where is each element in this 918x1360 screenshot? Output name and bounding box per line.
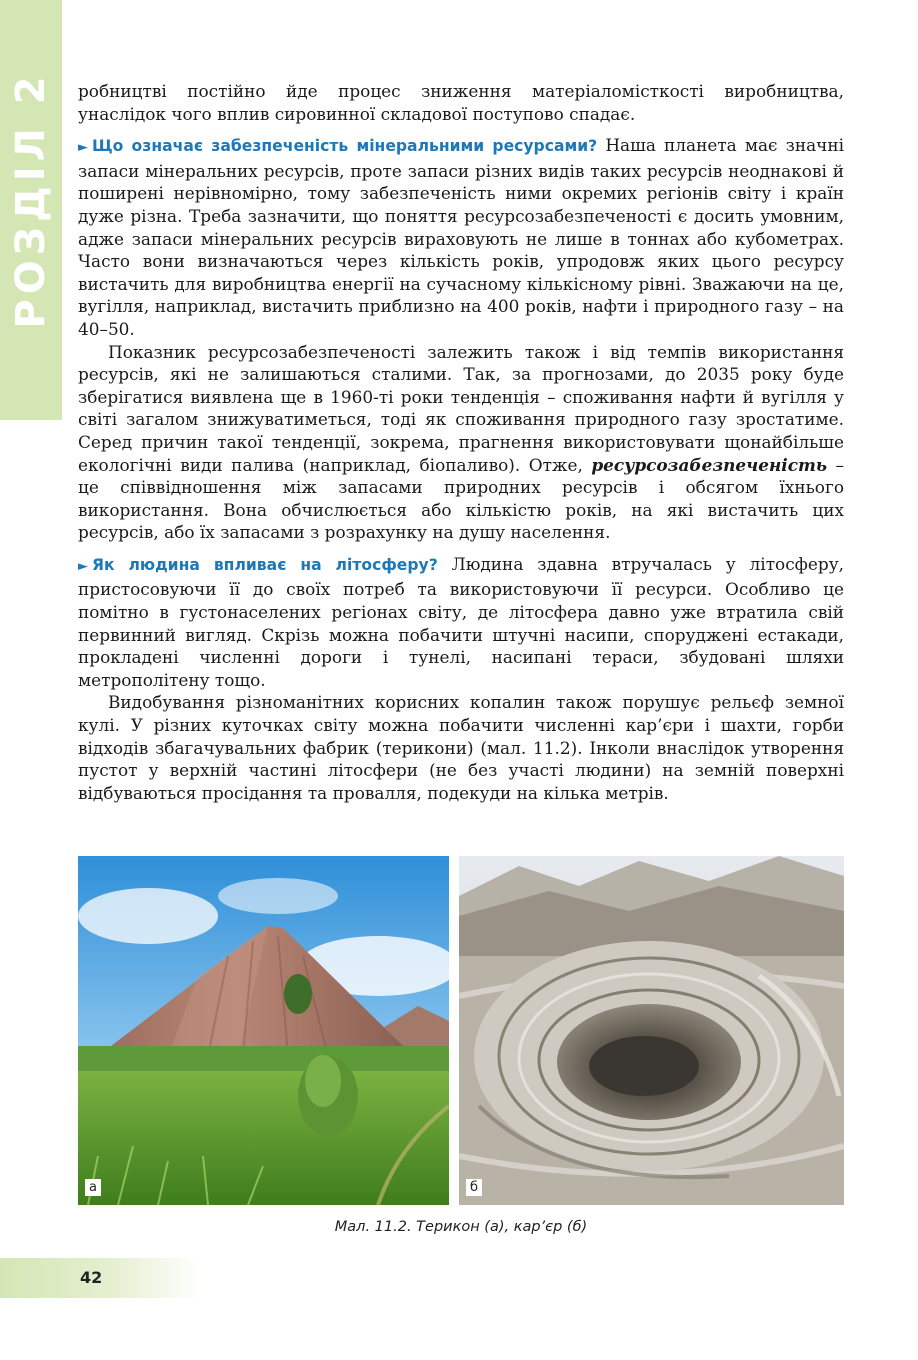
triangle-right-icon: ► bbox=[78, 558, 88, 574]
question-heading-1: Що означає забезпеченість мінеральними ресурсами? bbox=[92, 137, 598, 156]
paragraph-3-text-b: – це співвідношення між запасами природних ресурсів і обсягом їхнього використання. Вона обчислюється або кількістю років, на які вистачить цих ресурсів, або їх запасами з розрахунку на душу населення. bbox=[78, 454, 844, 543]
body-text bbox=[78, 80, 844, 804]
paragraph-2-text: Наша планета має значні запаси мінеральних ресурсів, проте запаси різних видів таких ресурсів неоднакові й поширені нерівномірно, тому забезпеченість ними окремих регіонів світу і країн дуже різна. Треба зазначити, що поняття ресурсозабезпеченості є досить умовним, адже запаси мінеральних ресурсів вираховують не лише в тоннах або кубометрах. Часто вони визначаються через кількість років, упродовж яких цього ресурсу вистачить для виробництва енергії на сучасному кількісному рівні. Зважаючи на це, вугілля, наприклад, вистачить приблизно на 400 років, нафти і природного газу – на 40–50. bbox=[78, 135, 844, 339]
spoil-tip-illustration bbox=[78, 856, 449, 1205]
section-label: РОЗДІЛ 2 bbox=[8, 71, 54, 329]
photo-label-a: а bbox=[85, 1179, 101, 1196]
triangle-right-icon: ► bbox=[78, 140, 88, 156]
page-number: 42 bbox=[80, 1268, 103, 1287]
section-tab bbox=[0, 0, 62, 420]
paragraph-5: Видобування різноманітних корисних копалин також порушує рельєф земної кулі. У різних куточках світу можна побачити численні кар’єри і шахти, горби відходів збагачувальних фабрик (терикони) (мал. 11.2). Інколи внаслідок утворення пустот у верхній частині літосфери (не без участі людини) на земній поверхні відбуваються просідання та провалля, подекуди на кілька метрів. bbox=[78, 692, 844, 803]
paragraph-1: робництві постійно йде процес зниження матеріаломісткості виробництва, унаслідок чого вплив сировинної складової поступово спадає. bbox=[78, 81, 844, 124]
question-heading-2: Як людина впливає на літосферу? bbox=[92, 555, 438, 574]
quarry-illustration bbox=[459, 856, 844, 1205]
paragraph-4-text: Людина здавна втручалась у літосферу, пристосовуючи її до своїх потреб та використовуючи її ресурси. Особливо це помітно в густонаселених регіонах світу, де літосфера давно уже втратила свій первинний вигляд. Скрізь можна побачити штучні насипи, споруджені естакади, прокладені численні дороги і тунелі, насипані тераси, збудовані шляхи метрополітену тощо. bbox=[78, 553, 844, 690]
paragraph-3-text-a: Показник ресурсозабезпеченості залежить також і від темпів використання ресурсів, які не залишаються сталими. Так, за прогнозами, до 2035 року буде зберігатися виявлена ще в 1960-ті роки тенденція – споживання нафти й вугілля у світі загалом знижуватиметься, тоді як споживання природного газу зростатиме. Серед причин такої тенденції, зокрема, прагнення використовувати щонайбільше екологічні види палива (наприклад, біопаливо). Отже, bbox=[78, 341, 844, 475]
figure-caption: Мал. 11.2. Терикон (а), кар’єр (б) bbox=[334, 1219, 588, 1235]
photo-label-b: б bbox=[466, 1179, 482, 1196]
paragraph-3 bbox=[78, 341, 844, 544]
paragraph-4 bbox=[78, 553, 844, 692]
photo-spoil-tip bbox=[78, 856, 449, 1205]
paragraph-2 bbox=[78, 134, 844, 340]
photo-quarry bbox=[459, 856, 844, 1205]
term-highlight: ресурсозабезпеченість bbox=[591, 454, 828, 475]
